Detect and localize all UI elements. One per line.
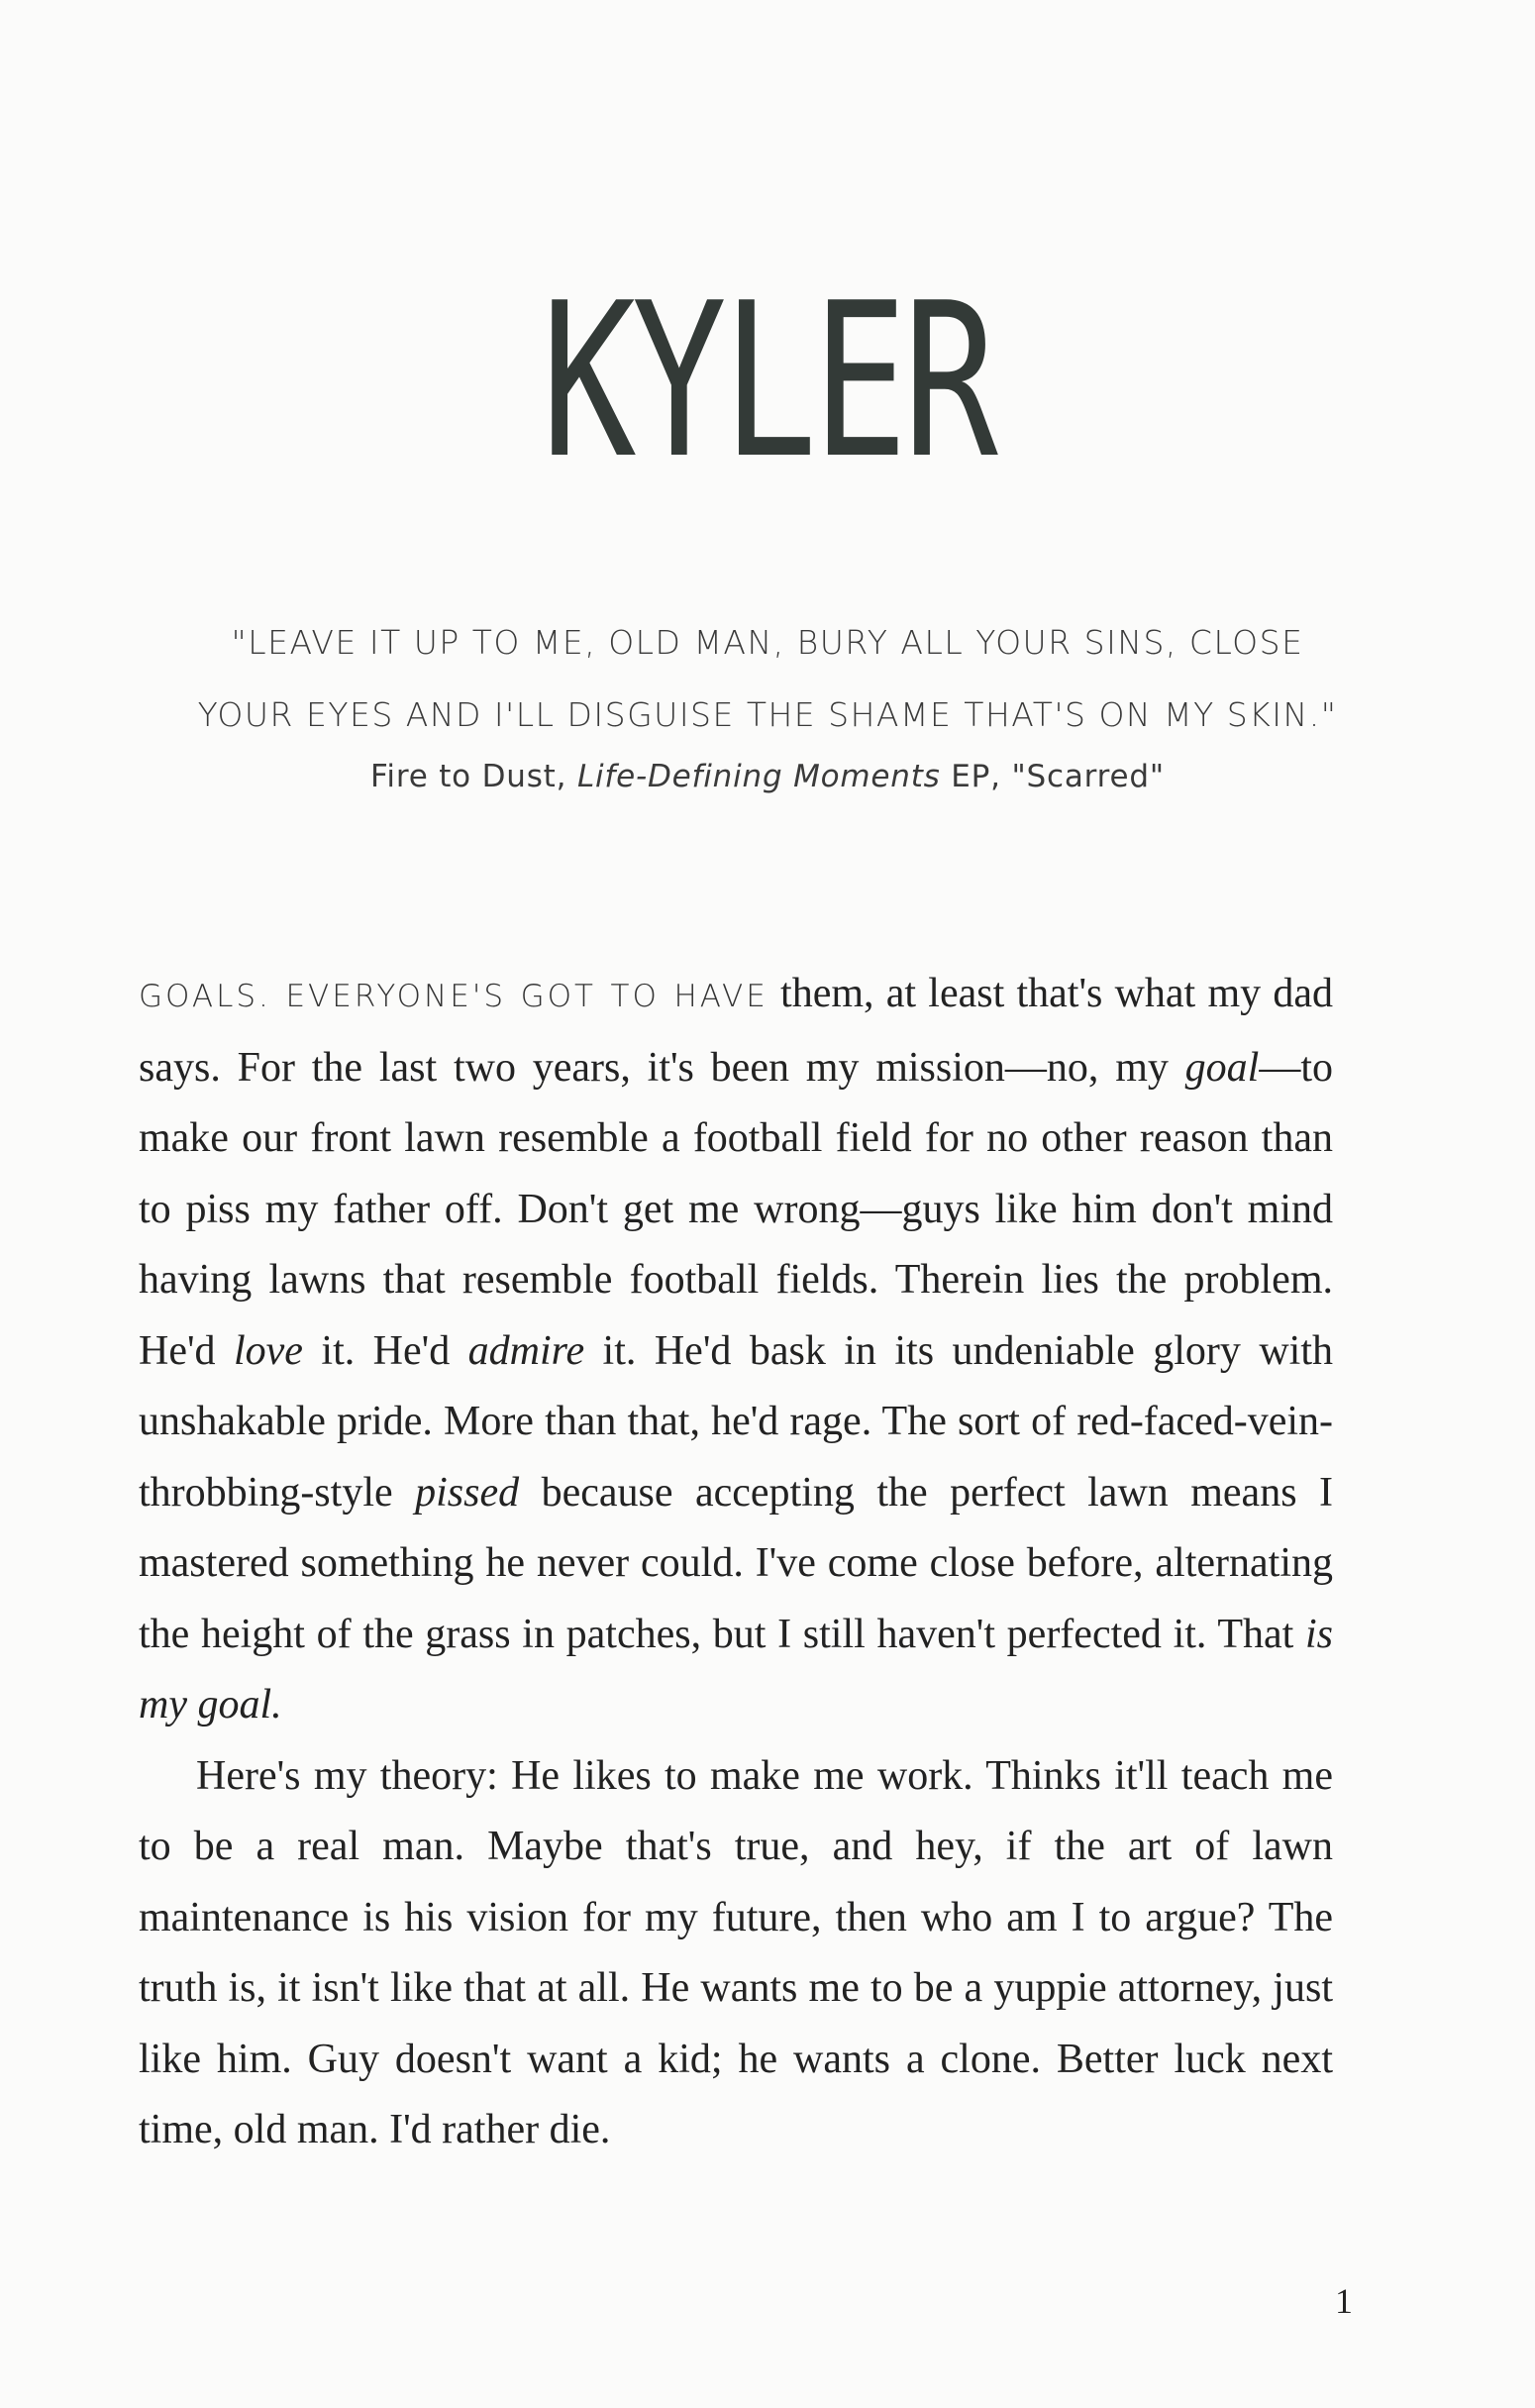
paragraph-1: [139, 959, 1333, 1741]
text-run: —to make our front lawn resemble a football field for no other reason than to piss my father off. Don't get me wrong—guys like him don't mind having lawns that resemble football fields. Therein lies the problem. He'd: [139, 1044, 1333, 1374]
italic-run: is my goal.: [139, 1611, 1333, 1727]
text-run: it. He'd: [302, 1327, 468, 1374]
paragraph-2: Here's my theory: He likes to make me work. Thinks it'll teach me to be a real man. Maybe that's true, and hey, if the art of lawn maintenance is his vision for my future, then who am I to argue? The truth is, it isn't like that at all. He wants me to be a yuppie attorney, just like him. Guy doesn't want a kid; he wants a clone. Better luck next time, old man. I'd rather die.: [139, 1752, 1333, 2152]
epigraph-line-1: "LEAVE IT UP TO ME, OLD MAN, BURY ALL YOUR SINS, CLOSE: [231, 623, 1304, 662]
italic-run: goal: [1184, 1044, 1260, 1091]
attribution-prefix: Fire to Dust,: [370, 759, 577, 794]
italic-run: pissed: [415, 1469, 520, 1516]
chapter-body: [139, 959, 1333, 2166]
text-run: it. He'd bask in its undeniable glory with unshakable pride. More than that, he'd rage. The sort of red-faced-vein-throbbing-style: [139, 1327, 1333, 1516]
text-run: them, at least that's what my dad says. For the last two years, it's been my mission—no, my: [139, 971, 1333, 1091]
epigraph-attribution: [99, 752, 1436, 801]
lead-in-caps: GOALS. EVERYONE'S GOT TO HAVE: [139, 979, 768, 1014]
chapter-title: KYLER: [541, 257, 994, 505]
attribution-album: Life-Defining Moments: [576, 759, 941, 794]
epigraph: [99, 606, 1436, 801]
epigraph-line-2: YOUR EYES AND I'LL DISGUISE THE SHAME THAT'S ON MY SKIN.": [197, 695, 1338, 734]
italic-run: admire: [467, 1327, 585, 1374]
text-run: because accepting the perfect lawn means I mastered something he never could. I've come close before, alternating the height of the grass in patches, but I still haven't perfected it. That: [139, 1469, 1333, 1657]
attribution-suffix: EP, "Scarred": [940, 759, 1165, 794]
page-number: 1: [1335, 2281, 1353, 2321]
italic-run: love: [234, 1327, 303, 1374]
